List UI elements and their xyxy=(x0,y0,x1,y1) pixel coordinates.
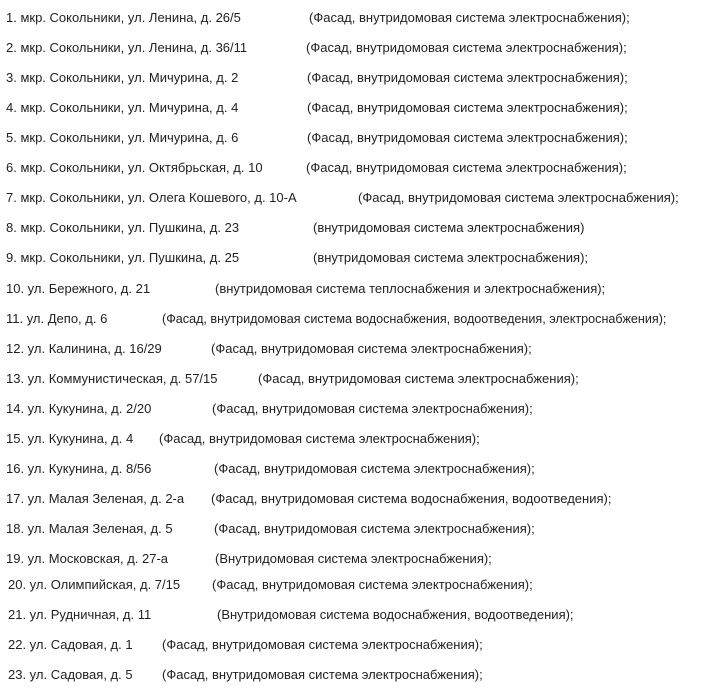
list-item-works: (внутридомовая система электроснабжения) xyxy=(313,220,585,235)
list-item-works: (Фасад, внутридомовая система электроснабжения); xyxy=(212,577,533,592)
list-item-works: (Фасад, внутридомовая система электроснабжения); xyxy=(306,40,627,55)
list-item-address: 20. ул. Олимпийская, д. 7/15 xyxy=(8,577,181,592)
list-item-address: 1. мкр. Сокольники, ул. Ленина, д. 26/5 xyxy=(6,10,241,25)
list-item-works: (внутридомовая система теплоснабжения и электроснабжения); xyxy=(215,281,606,296)
list-item-address: 13. ул. Коммунистическая, д. 57/15 xyxy=(6,371,218,386)
list-item-address: 11. ул. Депо, д. 6 xyxy=(6,311,108,326)
list-item-works: (Фасад, внутридомовая система водоснабжения, водоотведения); xyxy=(211,491,612,506)
list-item-address: 23. ул. Садовая, д. 5 xyxy=(8,667,133,682)
list-item-address: 15. ул. Кукунина, д. 4 xyxy=(6,431,134,446)
list-item-address: 22. ул. Садовая, д. 1 xyxy=(8,637,133,652)
list-item-address: 7. мкр. Сокольники, ул. Олега Кошевого, д. 10-А xyxy=(6,190,297,205)
list-item-address: 2. мкр. Сокольники, ул. Ленина, д. 36/11 xyxy=(6,40,248,55)
list-item-works: (Фасад, внутридомовая система электроснабжения); xyxy=(214,461,535,476)
list-item-works: (Фасад, внутридомовая система электроснабжения); xyxy=(309,10,630,25)
list-item-address: 9. мкр. Сокольники, ул. Пушкина, д. 25 xyxy=(6,250,240,265)
list-item-works: (Внутридомовая система водоснабжения, водоотведения); xyxy=(217,607,574,622)
list-item-address: 8. мкр. Сокольники, ул. Пушкина, д. 23 xyxy=(6,220,240,235)
list-item-address: 16. ул. Кукунина, д. 8/56 xyxy=(6,461,152,476)
list-item-address: 12. ул. Калинина, д. 16/29 xyxy=(6,341,162,356)
list-item-address: 10. ул. Бережного, д. 21 xyxy=(6,281,151,296)
list-item-works: (Внутридомовая система электроснабжения); xyxy=(215,551,492,566)
list-item-address: 18. ул. Малая Зеленая, д. 5 xyxy=(6,521,173,536)
list-item-address: 5. мкр. Сокольники, ул. Мичурина, д. 6 xyxy=(6,130,239,145)
list-item-works: (Фасад, внутридомовая система электроснабжения); xyxy=(306,160,627,175)
list-item-works: (внутридомовая система электроснабжения); xyxy=(313,250,589,265)
list-item-address: 14. ул. Кукунина, д. 2/20 xyxy=(6,401,152,416)
list-item-works: (Фасад, внутридомовая система электроснабжения); xyxy=(212,401,533,416)
list-item-works: (Фасад, внутридомовая система электроснабжения); xyxy=(162,667,483,682)
list-item-works: (Фасад, внутридомовая система электроснабжения); xyxy=(307,130,628,145)
list-item-works: (Фасад, внутридомовая система электроснабжения); xyxy=(307,70,628,85)
list-item-address: 4. мкр. Сокольники, ул. Мичурина, д. 4 xyxy=(6,100,239,115)
list-item-works: (Фасад, внутридомовая система электроснабжения); xyxy=(358,190,679,205)
list-item-works: (Фасад, внутридомовая система электроснабжения); xyxy=(159,431,480,446)
list-item-address: 17. ул. Малая Зеленая, д. 2-а xyxy=(6,491,185,506)
list-item-works: (Фасад, внутридомовая система электроснабжения); xyxy=(214,521,535,536)
list-item-works: (Фасад, внутридомовая система электроснабжения); xyxy=(307,100,628,115)
list-item-works: (Фасад, внутридомовая система электроснабжения); xyxy=(162,637,483,652)
list-item-address: 6. мкр. Сокольники, ул. Октябрьская, д. 10 xyxy=(6,160,263,175)
list-item-address: 19. ул. Московская, д. 27-а xyxy=(6,551,169,566)
list-item-works: (Фасад, внутридомовая система электроснабжения); xyxy=(258,371,579,386)
list-item-works: (Фасад, внутридомовая система водоснабжения, водоотведения, электроснабжения); xyxy=(162,312,667,326)
list-item-address: 3. мкр. Сокольники, ул. Мичурина, д. 2 xyxy=(6,70,239,85)
list-item-address: 21. ул. Рудничная, д. 11 xyxy=(8,607,152,622)
list-item-works: (Фасад, внутридомовая система электроснабжения); xyxy=(211,341,532,356)
